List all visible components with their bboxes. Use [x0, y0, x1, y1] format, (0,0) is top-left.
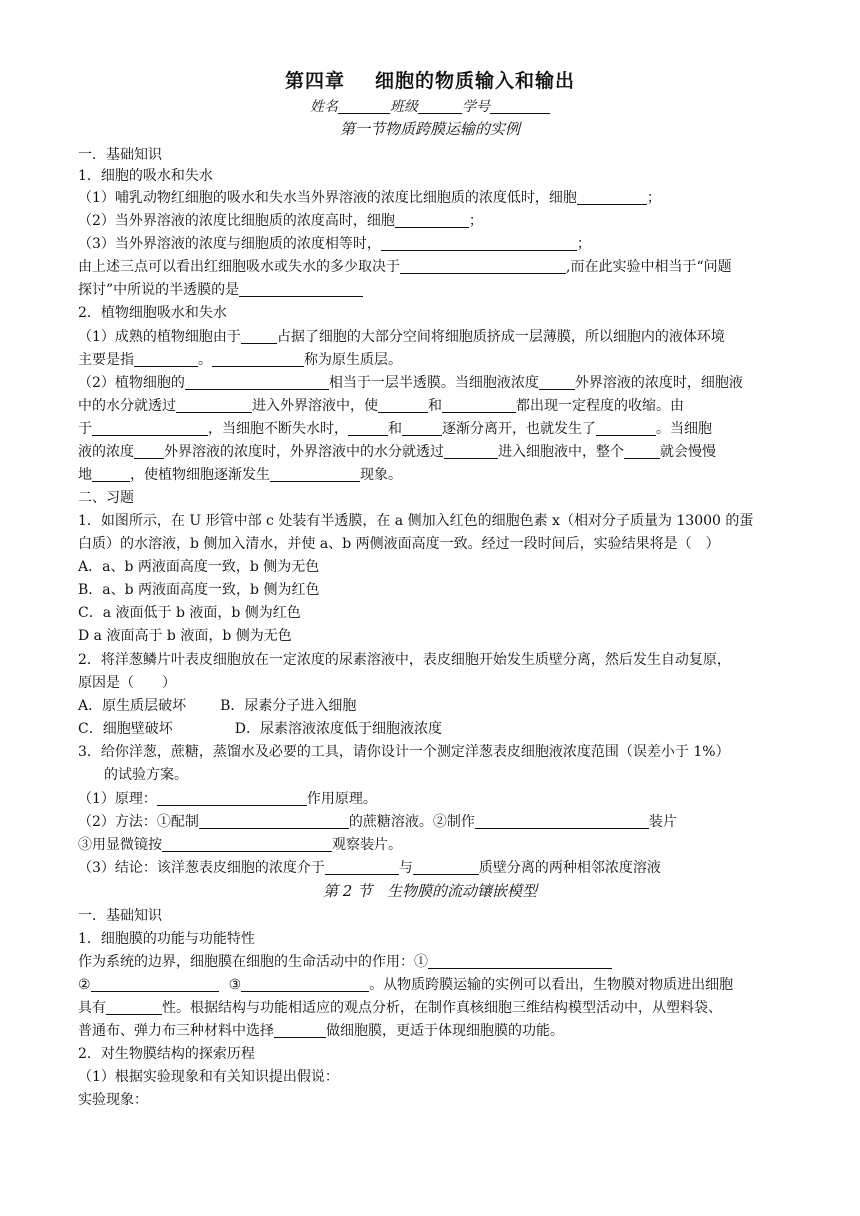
- question-3-cont: 的试验方案。: [104, 767, 188, 783]
- text-line: 液的浓度 外界溶液的浓度时，外界溶液中的水分就透过 进入细胞液中，整个 就会慢慢: [78, 444, 716, 460]
- text-line: 地 ，使植物细胞逐渐发生 现象。: [78, 467, 402, 483]
- student-info: 姓名 班级 学号: [0, 96, 860, 116]
- heading-basic-2: 一．基础知识: [78, 908, 162, 924]
- text-line: （1）根据实验现象和有关知识提出假说：: [78, 1069, 339, 1085]
- text-line: 中的水分就透过 进入外界溶液中，使 和 都出现一定程度的收缩。由: [78, 398, 684, 414]
- text-line: 探讨”中所说的半透膜的是: [78, 279, 783, 301]
- text-line: （3）当外界溶液的浓度与细胞质的浓度相等时， ；: [78, 236, 591, 252]
- text-line: ③用显微镜按 观察装片。: [78, 837, 402, 853]
- option-b: B．a、b 两液面高度一致，b 侧为红色: [78, 582, 320, 598]
- subheading: 1．细胞膜的功能与功能特性: [78, 931, 255, 947]
- question-3: 3．给你洋葱，蔗糖，蒸馏水及必要的工具，请你设计一个测定洋葱表皮细胞液浓度范围（误差小于 1%）: [78, 744, 730, 760]
- text-line: （2）方法：①配制 的蔗糖溶液。②制作 装片: [78, 814, 677, 830]
- text-line: 由上述三点可以看出红细胞吸水或失水的多少取决于 ,而在此实验中相当于“问题: [78, 259, 732, 275]
- text-line: （2）当外界溶液的浓度比细胞质的浓度高时，细胞 ；: [78, 213, 483, 229]
- question-1: 1．如图所示，在 U 形管中部 c 处装有半透膜，在 a 侧加入红色的细胞色素 x（相对分子质量为 13000 的蛋: [78, 513, 754, 529]
- text-line: 普通布、弹力布三种材料中选择 做细胞膜，更适于体现细胞膜的功能。: [78, 1023, 564, 1039]
- chapter-subtitle: 细胞的物质输入和输出: [375, 70, 576, 92]
- section1-title: 第一节物质跨膜运输的实例: [339, 120, 520, 138]
- chapter-title: [0, 66, 860, 93]
- option-d: D a 液面高于 b 液面，b 侧为无色: [78, 628, 292, 644]
- section2-title: 第 2 节 生物膜的流动镶嵌模型: [322, 882, 538, 900]
- heading-exercises: 二、习题: [78, 490, 134, 506]
- text-line: 于 ，当细胞不断失水时， 和 逐渐分离开，也就发生了 。当细胞: [78, 421, 712, 437]
- subheading: 2．植物细胞吸水和失水: [78, 305, 227, 321]
- text-line: （2）植物细胞的 相当于一层半透膜。当细胞液浓度 外界溶液的浓度时，细胞液: [78, 375, 743, 391]
- text-line: （1）成熟的植物细胞由于 占据了细胞的大部分空间将细胞质挤成一层薄膜，所以细胞内的液体环境: [78, 329, 725, 345]
- text-line: ② ③ 。从物质跨膜运输的实例可以看出，生物膜对物质进出细胞: [78, 977, 734, 993]
- options-ab: A．原生质层破坏 B．尿素分子进入细胞: [78, 698, 357, 714]
- subheading: 2．对生物膜结构的探索历程: [78, 1046, 255, 1062]
- question-1-cont: 白质）的水溶液，b 侧加入清水，并使 a、b 两侧液面高度一致。经过一段时间后，实验结果将是（ ）: [78, 536, 720, 552]
- question-2: 2．将洋葱鳞片叶表皮细胞放在一定浓度的尿素溶液中，表皮细胞开始发生质壁分离，然后发生自动复原，: [78, 652, 731, 668]
- text-line: （1）哺乳动物红细胞的吸水和失水当外界溶液的浓度比细胞质的浓度低时，细胞 ；: [78, 190, 661, 206]
- text-line: （3）结论：该洋葱表皮细胞的浓度介于 与 质壁分离的两种相邻浓度溶液: [78, 860, 661, 876]
- text-line: （1）原理： 作用原理。: [78, 791, 377, 807]
- text-line: 主要是指 。 称为原生质层。: [78, 352, 402, 368]
- option-c: C．a 液面低于 b 液面，b 侧为红色: [78, 605, 301, 621]
- subheading: 1．细胞的吸水和失水: [78, 168, 213, 184]
- text-line: 作为系统的边界，细胞膜在细胞的生命活动中的作用：①: [78, 951, 783, 973]
- question-2-cont: 原因是（ ）: [78, 675, 176, 691]
- chapter-number: 第四章: [284, 70, 345, 92]
- option-a: A．a、b 两液面高度一致，b 侧为无色: [78, 559, 320, 575]
- text-line: 具有 性。根据结构与功能相适应的观点分析，在制作真核细胞三维结构模型活动中，从塑料袋、: [78, 1000, 722, 1016]
- text-line: 实验现象：: [78, 1092, 148, 1108]
- options-cd: C．细胞壁破坏 D．尿素溶液浓度低于细胞液浓度: [78, 721, 442, 737]
- heading-basic: 一．基础知识: [78, 147, 162, 163]
